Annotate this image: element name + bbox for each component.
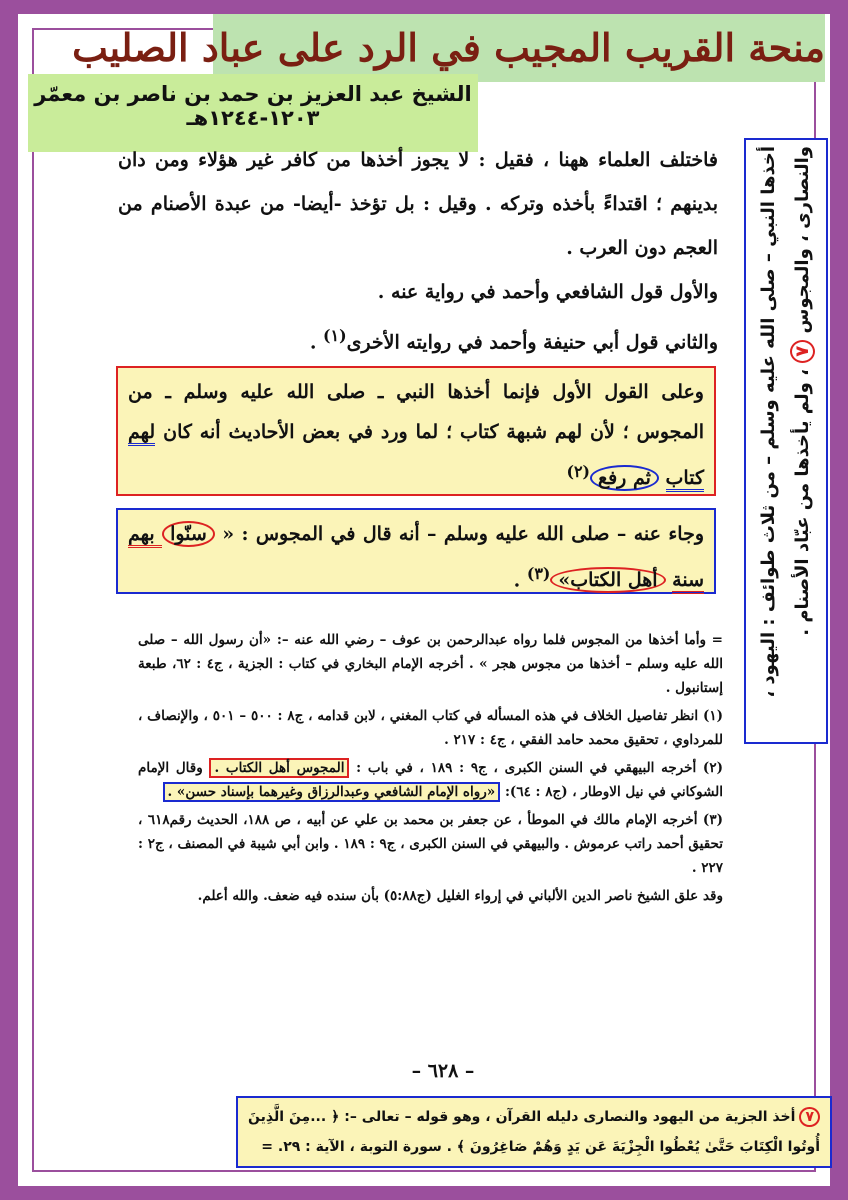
circled-text: ثم رفع <box>590 465 659 491</box>
footnote-continuation: = وأما أخذها من المجوس فلما رواه عبدالرحمن بن عوف – رضي الله عنه –: «أن رسول الله – صلى الله عليه وسلم – أخذها من مجوس هجر » . أخرجه الإمام البخاري في كتاب : الجزية ، ج٤ : ٦٢، طبعة إستانبول . <box>138 632 723 696</box>
footnote-3: (٣) أخرجه الإمام مالك في الموطأ ، عن جعفر بن محمد بن علي عن أبيه ، ص ١٨٨، الحديث رقم٦١٨ ، تحقيق أحمد راتب عرموش . والبيهقي في السنن الكبرى ، ج٩ : ١٨٩ . وابن أبي شيبة في المصنف ، ج٢ : ٢٢٧ . <box>138 812 724 876</box>
author-name: الشيخ عبد العزيز بن حمد بن ناصر بن معمّر <box>34 82 472 106</box>
side-note-ref: ٧ <box>790 340 815 363</box>
footnote-2-highlight-blue: «رواه الإمام الشافعي وعبدالرزاق وغيرهما بإسناد حسن» . <box>163 782 501 802</box>
page <box>18 14 830 1186</box>
footnote-2-highlight-red: المجوس أهل الكتاب . <box>209 758 349 778</box>
circled-text-1: سنّوا <box>162 521 215 547</box>
footnotes <box>138 628 723 912</box>
page-number: – ٦٢٨ – <box>411 1060 475 1082</box>
footnote-2: (٢) أخرجه البيهقي في السنن الكبرى ، ج٩ : ١٨٩ ، في باب : المجوس أهل الكتاب . وقال الإمام الشوكاني في نيل الاوطار ، (ج٨ : ٦٤): «رواه الإمام الشافعي وعبدالرزاق وغيرهما بإسناد حسن» . <box>138 760 723 800</box>
underlined-text: لهم كتاب <box>128 421 704 492</box>
footnote-1: (١) انظر تفاصيل الخلاف في هذه المسأله في كتاب المغني ، لابن قدامه ، ج٨ : ٥٠٠ – ٥٠١ ، والإنصاف ، للمرداوي ، تحقيق محمد حامد الفقي ، ج٤ : ٢١٧ . <box>138 708 724 748</box>
footnote-ref-2: (٢) <box>566 462 590 481</box>
side-note-box <box>744 138 828 744</box>
footnote-ref-3: (٣) <box>526 564 551 583</box>
author-dates: ١٢٠٣-١٢٤٤هـ <box>186 106 320 130</box>
footnote-3-note: وقد علق الشيخ ناصر الدين الألباني في إرواء الغليل (ج٥:٨٨) بأن سنده فيه ضعف. والله أعلم. <box>197 888 723 904</box>
paragraph-3: والثاني قول أبي حنيفة وأحمد في روايته الأخرى$^{(١)}$ . <box>309 326 718 354</box>
highlight-box-2: وجاء عنه – صلى الله عليه وسلم – أنه قال في المجوس : « سنّوا بهم سنة أهل الكتاب»$^{(٣)}$ . <box>116 508 716 594</box>
main-text <box>118 138 718 364</box>
circled-text-2: أهل الكتاب» <box>550 567 665 593</box>
highlight-box-1: وعلى القول الأول فإنما أخذها النبي ـ صلى الله عليه وسلم ـ من المجوس ؛ لأن لهم شبهة كتاب ؛ لما ورد في بعض الأحاديث أنه كان لهم كتاب ثم رفع$^{(٢)}$ <box>116 366 716 496</box>
paragraph-2: والأول قول الشافعي وأحمد في رواية عنه . <box>377 281 718 303</box>
side-note-text: أخذها النبي – صلى الله عليه وسلم – من ثلاث طوائف : اليهود ، والنصارى ، والمجوس ٧ ، ولم يأخذها من عبّاد الأصنام . <box>758 146 813 698</box>
book-title: منحة القريب المجيب في الرد على عباد الصليب <box>213 14 825 82</box>
continuation-mark: = <box>261 1139 274 1155</box>
footnote-ref-1: (١) <box>323 326 347 345</box>
bottom-note-box <box>236 1096 832 1168</box>
bottom-note-text: أخذ الجزية من اليهود والنصارى دليله القرآن ، وهو قوله – تعالى –: ﴿ ...مِنَ الَّذِينَ أُوتُوا الْكِتَابَ حَتَّىٰ يُعْطُوا الْجِزْيَةَ عَن يَدٍ وَهُمْ صَاغِرُونَ ﴾ . سورة التوبة ، الآية : ٢٩. <box>248 1109 820 1155</box>
bottom-note-ref: ٧ <box>799 1107 820 1127</box>
paragraph-1: فاختلف العلماء ههنا ، فقيل : لا يجوز أخذها من كافر غير هؤلاء ومن دان بدينهم ؛ اقتداءً بأخذه وتركه . وقيل : بل تؤخذ -أيضا- من عبدة الأصنام من العجم دون العرب . <box>118 149 718 259</box>
